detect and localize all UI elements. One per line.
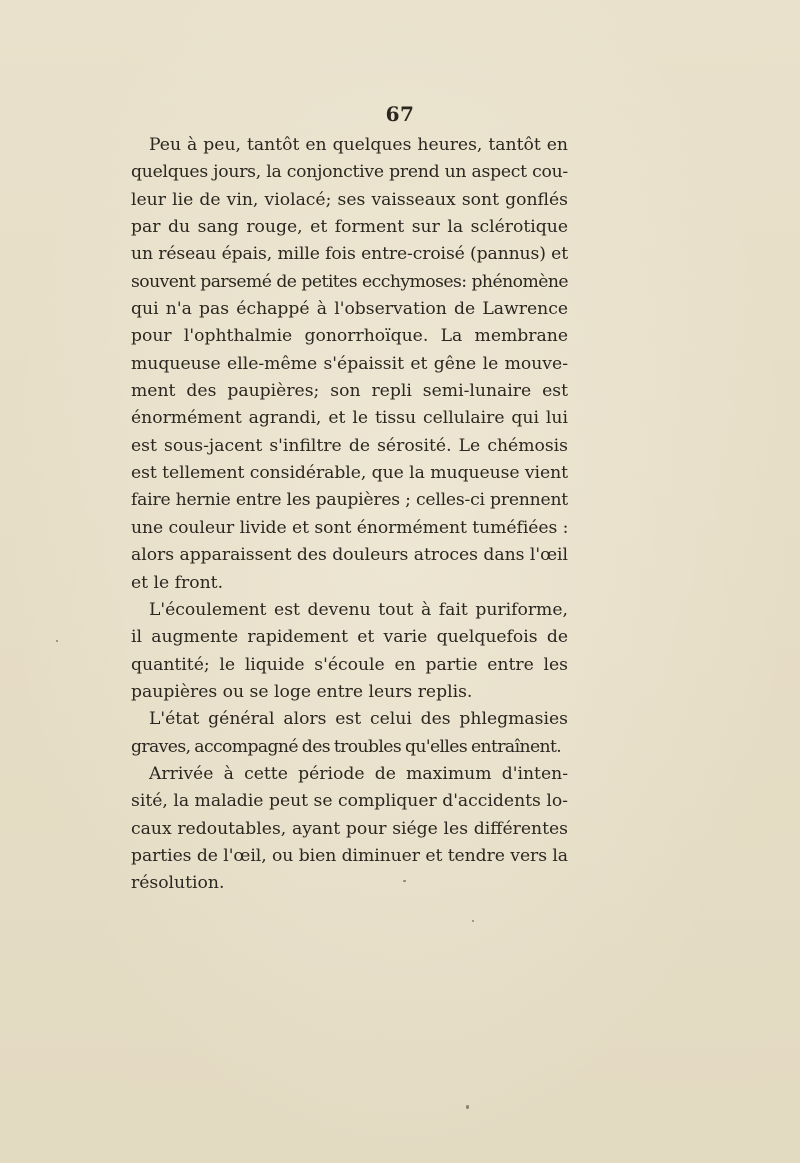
text-line: alors apparaissent des douleurs atroces dans l'œil (131, 545, 568, 566)
paragraph-1 (131, 132, 568, 597)
paragraph-4 (131, 761, 568, 898)
text-line: ment des paupières; son repli semi-lunaire est (131, 381, 568, 402)
text-line: Peu à peu, tantôt en quelques heures, tantôt en (149, 135, 568, 155)
text-line: par du sang rouge, et forment sur la sclérotique (131, 217, 568, 238)
text-line: pour l'ophthalmie gonorrhoïque. La membrane (131, 326, 568, 347)
text-line: quelques jours, la conjonctive prend un aspect cou- (131, 162, 568, 183)
text-line: quantité; le liquide s'écoule en partie entre les (131, 654, 568, 675)
text-line: parties de l'œil, ou bien diminuer et tendre vers la (131, 845, 568, 866)
text-line: L'état général alors est celui des phlegmasies (149, 709, 568, 730)
text-line: graves, accompagné des troubles qu'elles entraînent. (131, 736, 562, 757)
speck (466, 1105, 469, 1109)
text-line: il augmente rapidement et varie quelquefois de (131, 627, 568, 648)
page-number: 67 (385, 102, 415, 126)
text-line: un réseau épais, mille fois entre-croisé (pannus) et (131, 244, 568, 265)
speck (56, 640, 58, 642)
speck (472, 920, 474, 922)
text-line: L'écoulement est devenu tout à fait puriforme, (149, 599, 568, 620)
paragraph-2 (131, 597, 568, 706)
speck (403, 880, 406, 882)
text-line: énormément agrandi, et le tissu cellulaire qui lui (131, 408, 568, 429)
body-text (131, 132, 568, 898)
text-line: Arrivée à cette période de maximum d'inten- (149, 763, 568, 784)
text-line: résolution. (131, 873, 225, 894)
text-line: leur lie de vin, violacé; ses vaisseaux sont gonflés (131, 189, 568, 210)
text-line: est tellement considérable, que la muqueuse vient (131, 463, 568, 484)
text-line: muqueuse elle-même s'épaissit et gêne le mouve- (131, 353, 568, 374)
text-line: est sous-jacent s'infiltre de sérosité. Le chémosis (131, 435, 568, 456)
text-line: sité, la maladie peut se compliquer d'accidents lo- (131, 791, 568, 812)
text-line: une couleur livide et sont énormément tuméfiées : (131, 517, 568, 538)
text-line: et le front. (131, 572, 224, 593)
text-line: caux redoutables, ayant pour siége les différentes (131, 818, 568, 839)
text-line: faire hernie entre les paupières ; celles-ci prennent (131, 490, 568, 511)
text-line: souvent parsemé de petites ecchymoses: phénomène (131, 271, 568, 292)
text-line: qui n'a pas échappé à l'observation de Lawrence (131, 299, 568, 320)
paragraph-3 (131, 706, 568, 761)
text-line: paupières ou se loge entre leurs replis. (131, 681, 473, 702)
